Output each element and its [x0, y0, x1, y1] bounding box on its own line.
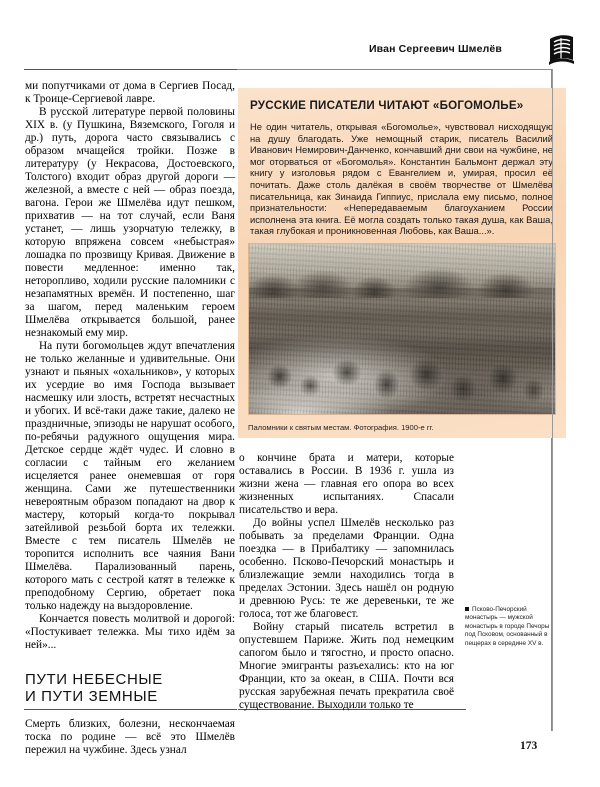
paragraph: ми попутчиками от дома в Сергиев Посад, к Троице-Сергиевой лавре. — [25, 80, 235, 105]
section-heading-line-2: И ПУТИ ЗЕМНЫЕ — [25, 688, 158, 705]
paragraph: В русской литературе первой половины XIX в. (у Пушкина, Вяземского, Гоголя и др.) путь, дорога часто связывались с образом мчащейся тройки. Позже в литературу (у Некрасова, Достоевского, Толстого) входит образ другой дороги — железной, а вместе с ней — образ поезда, вагона. Герои же Шмелёва идут пешком, прихватив — на тот случай, если Ваня устанет, — лишь узорчатую тележку, в которую впряжена совсем «небыстрая» лошадка по прозвищу Кривая. Движение в повести медленное: именно так, неторопливо, ходили русские паломники с незапамятных времён. И постепенно, шаг за шагом, перед маленьким героем Шмелёва открывается большой, ранее незнакомый ему мир. — [25, 106, 235, 339]
paragraph: На пути богомольцев ждут впечатления не только желанные и удивительные. Они узнают и пьяных «охальников», у которых их усердие во имя Господа вызывает насмешку или злость, встретят несчастных и убогих. И всё-таки даже такие, далеко не праздничные, эпизоды не нарушат особого, по-ребячьи радужного ощущения мира. Детское сердце ждёт чудес. И словно в согласии с тайным его желанием исцеляется ранее онемевшая от горя женщина. Сами же путешественники невероятным образом попадают на двор к мастеру, который когда-то покрывал затейливой резьбой борта их тележки. Вместе с тем писатель Шмелёв не торопится исполнить все чаяния Вани Шмелёва. Парализованный парень, которого мать с сестрой катят в тележке к преподобному Сергию, обретает пока только надежду на выздоровление. — [25, 340, 235, 612]
running-head-title: Иван Сергеевич Шмелёв — [368, 43, 502, 55]
photograph-image — [249, 244, 555, 414]
book-emblem-icon — [546, 33, 576, 67]
page-number: 173 — [520, 740, 538, 752]
square-bullet-icon — [465, 607, 469, 611]
rule-margin-vertical — [552, 69, 553, 731]
margin-note — [465, 606, 551, 648]
page-header — [24, 33, 576, 69]
paragraph: До войны успел Шмелёв несколько раз побывать за пределами Франции. Одна поездка — в Прибалтику — запомнилась особенно. Псково-Печорский монастырь и близлежащие земли находились тогда в пределах Эстонии. Здесь нашёл он родную и древнюю Русь: те же деревеньки, те же голоса, тот же благовест. — [239, 517, 454, 620]
sidebar-box-title: РУССКИЕ ПИСАТЕЛИ ЧИТАЮТ «БОГОМОЛЬЕ» — [250, 99, 524, 112]
paragraph: Войну старый писатель встретил в опустевшем Париже. Жить под немецким сапогом было и тягостно, и просто опасно. Многие эмигранты разъехались: кто на юг Франции, кто за океан, в США. Почти вся русская зарубежная печать прекратила своё существование. Выходили только те — [239, 621, 454, 711]
photograph-caption: Паломники к святым местам. Фотография. 1900-е гг. — [248, 423, 434, 432]
margin-note-text: Псково-Печорский монастырь — мужской монастырь в городе Печоры под Псковом, основанный в пещерах в середине XV в. — [465, 606, 550, 647]
section-heading-line-1: ПУТИ НЕБЕСНЫЕ — [25, 671, 163, 688]
sidebar-box-text: Не один читатель, открывая «Богомолье», чувствовал нисходящую на душу благодать. Уже немощный старик, писатель Василий Иванович Немирович-Данченко, кончавший дни свои на чужбине, не мог оторваться от «Богомолья». Константин Бальмонт держал эту книгу у изголовья рядом с Евангелием и, умирая, просил её почитать. Даже столь далёкая в своём творчестве от Шмелёва писательница, как Зинаида Гиппиус, прислала ему письмо, полное признательности: «Непередаваемым благоуханием России исполнена эта книга. Её могла создать только такая душа, как Ваша, такая глубокая и проникновенная Любовь, как Ваша...». — [250, 121, 553, 237]
pilgrims-photograph — [248, 243, 556, 415]
section-heading — [25, 671, 235, 705]
right-text-column — [239, 452, 454, 712]
rule-left-top — [24, 69, 237, 70]
paragraph: Кончается повесть молитвой и дорогой: «Постукивает тележка. Мы тихо идём за ней»... — [25, 613, 235, 651]
photo-grain-overlay — [249, 244, 555, 414]
paragraph: Смерть близких, болезни, нескончаемая тоска по родине — всё это Шмелёв пережил на чужбине. Здесь узнал — [25, 718, 235, 756]
left-text-column — [25, 80, 235, 757]
paragraph: о кончине брата и матери, которые оставались в России. В 1936 г. ушла из жизни жена — главная его опора во всех жизненных испытаниях. Спасали писательство и вера. — [239, 452, 454, 516]
